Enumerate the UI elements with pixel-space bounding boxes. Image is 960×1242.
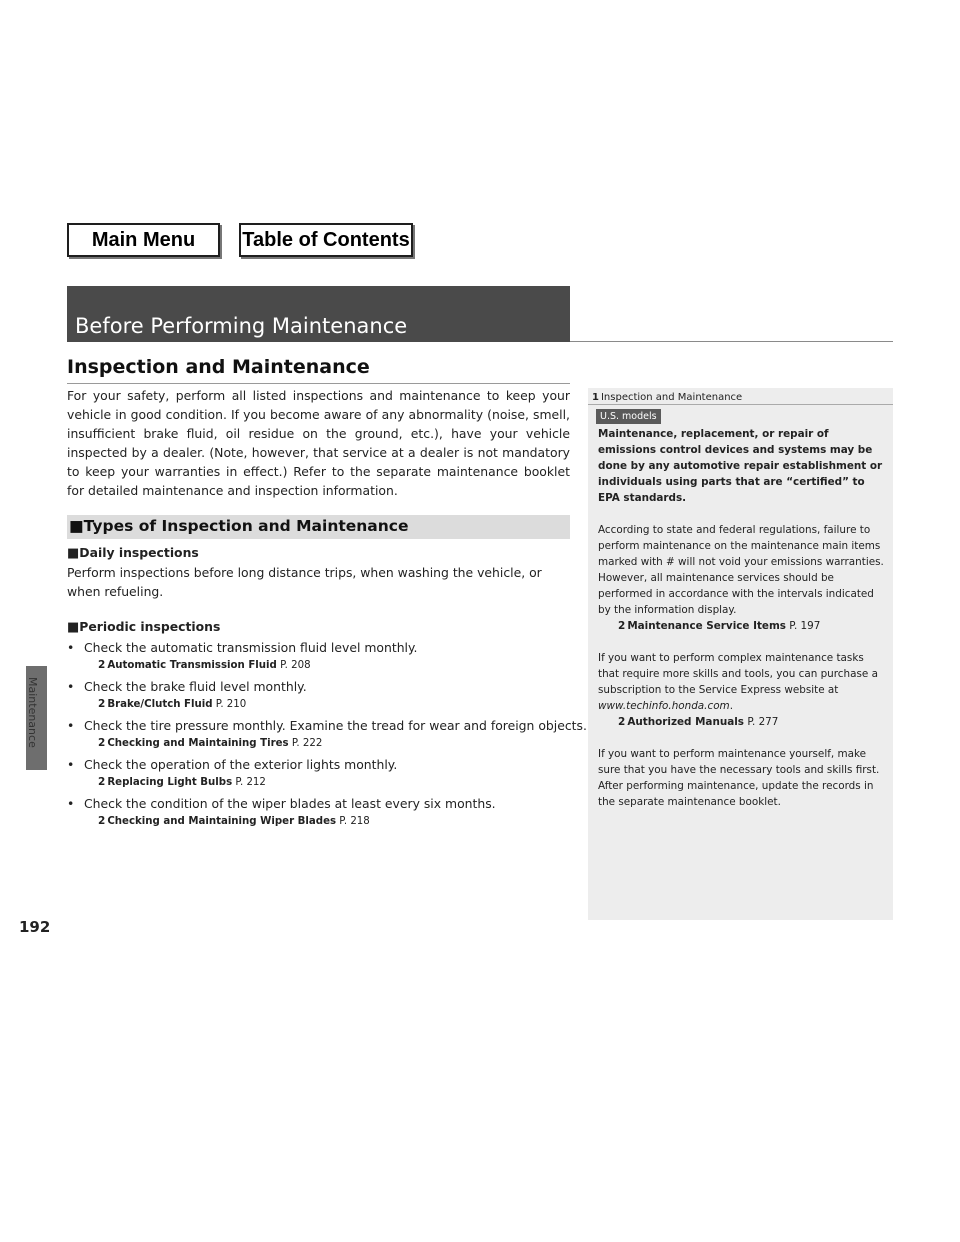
cross-reference-link[interactable]: 2 Checking and Maintaining Tires P. 222	[98, 737, 323, 749]
subsection-title-bar	[67, 515, 570, 539]
section-divider	[67, 383, 570, 384]
bullet-icon: •	[67, 640, 75, 655]
cross-reference-link[interactable]: 2 Checking and Maintaining Wiper Blades P. 218	[98, 815, 370, 827]
reference-arrow-icon: 2	[618, 716, 626, 728]
emissions-note: Maintenance, replacement, or repair of emissions control devices and systems may be done by any automotive repair establishment or individuals using parts that are “certified” to EPA standards.	[598, 428, 883, 504]
inspection-content	[67, 544, 587, 830]
square-bullet-icon: ■	[67, 620, 80, 635]
reference-arrow-icon: 2	[98, 659, 106, 671]
bullet-icon: •	[67, 757, 75, 772]
cross-reference-link[interactable]: 2 Replacing Light Bulbs P. 212	[98, 776, 266, 788]
square-bullet-icon: ■	[69, 517, 84, 535]
main-menu-button[interactable]: Main Menu	[67, 223, 220, 257]
sidebar-note-title: 1 Inspection and Maintenance	[588, 388, 893, 405]
subsection-title: Types of Inspection and Maintenance	[83, 517, 409, 535]
list-item: • Check the condition of the wiper blades at least every six months.	[67, 796, 496, 811]
reference-arrow-icon: 2	[98, 776, 106, 788]
bullet-icon: •	[67, 796, 75, 811]
daily-heading: ■Daily inspections	[67, 545, 199, 561]
sidebar-note-box	[588, 388, 893, 920]
regulation-note: According to state and federal regulations, failure to perform maintenance on the maintenance main items marked with # will not void your emissions warranties. However, all maintenance services should be performed in accordance with the intervals indicated by the information display.	[598, 524, 884, 616]
periodic-heading: ■Periodic inspections	[67, 619, 221, 635]
list-item: • Check the automatic transmission fluid level monthly.	[67, 640, 418, 655]
intro-paragraph: For your safety, perform all listed inspections and maintenance to keep your vehicle in good condition. If you become aware of any abnormality (noise, smell, insufficient brake fluid, oil residue on the ground, etc.), have your vehicle inspected by a dealer. (Note, however, that service at a dealer is not mandatory to keep your warranties in effect.) Refer to the separate maintenance booklet for detailed maintenance and inspection information.	[67, 388, 570, 498]
list-item: • Check the operation of the exterior lights monthly.	[67, 757, 398, 772]
note-marker-icon: 1	[592, 392, 599, 403]
bullet-icon: •	[67, 718, 75, 733]
reference-arrow-icon: 2	[98, 737, 106, 749]
cross-reference-link[interactable]: 2 Maintenance Service Items P. 197	[618, 620, 821, 632]
bullet-icon: •	[67, 679, 75, 694]
chapter-label: Maintenance	[26, 677, 39, 748]
list-item: • Check the tire pressure monthly. Examine the tread for wear and foreign objects.	[67, 718, 587, 733]
daily-text: Perform inspections before long distance trips, when washing the vehicle, or when refueling.	[67, 565, 542, 599]
square-bullet-icon: ■	[67, 546, 80, 561]
header-divider	[570, 341, 893, 342]
region-badge: U.S. models	[596, 409, 661, 424]
reference-arrow-icon: 2	[98, 815, 106, 827]
reference-arrow-icon: 2	[98, 698, 106, 710]
cross-reference-link[interactable]: 2 Automatic Transmission Fluid P. 208	[98, 659, 311, 671]
section-title: Inspection and Maintenance	[67, 356, 370, 378]
website-link[interactable]: www.techinfo.honda.com	[598, 700, 730, 712]
page-number: 192	[19, 918, 51, 936]
table-of-contents-button[interactable]: Table of Contents	[239, 223, 413, 257]
page-header	[67, 286, 570, 342]
page-header-title: Before Performing Maintenance	[75, 314, 408, 338]
cross-reference-link[interactable]: 2 Brake/Clutch Fluid P. 210	[98, 698, 247, 710]
cross-reference-link[interactable]: 2 Authorized Manuals P. 277	[618, 716, 779, 728]
reference-arrow-icon: 2	[618, 620, 626, 632]
service-express-note: If you want to perform complex maintenance tasks that require more skills and tools, you can purchase a subscription to the Service Express website at www.techinfo.honda.com.	[598, 652, 878, 712]
self-maintenance-note: If you want to perform maintenance yourself, make sure that you have the necessary tools and skills first. After performing maintenance, update the records in the separate maintenance booklet.	[598, 748, 880, 808]
list-item: • Check the brake fluid level monthly.	[67, 679, 307, 694]
